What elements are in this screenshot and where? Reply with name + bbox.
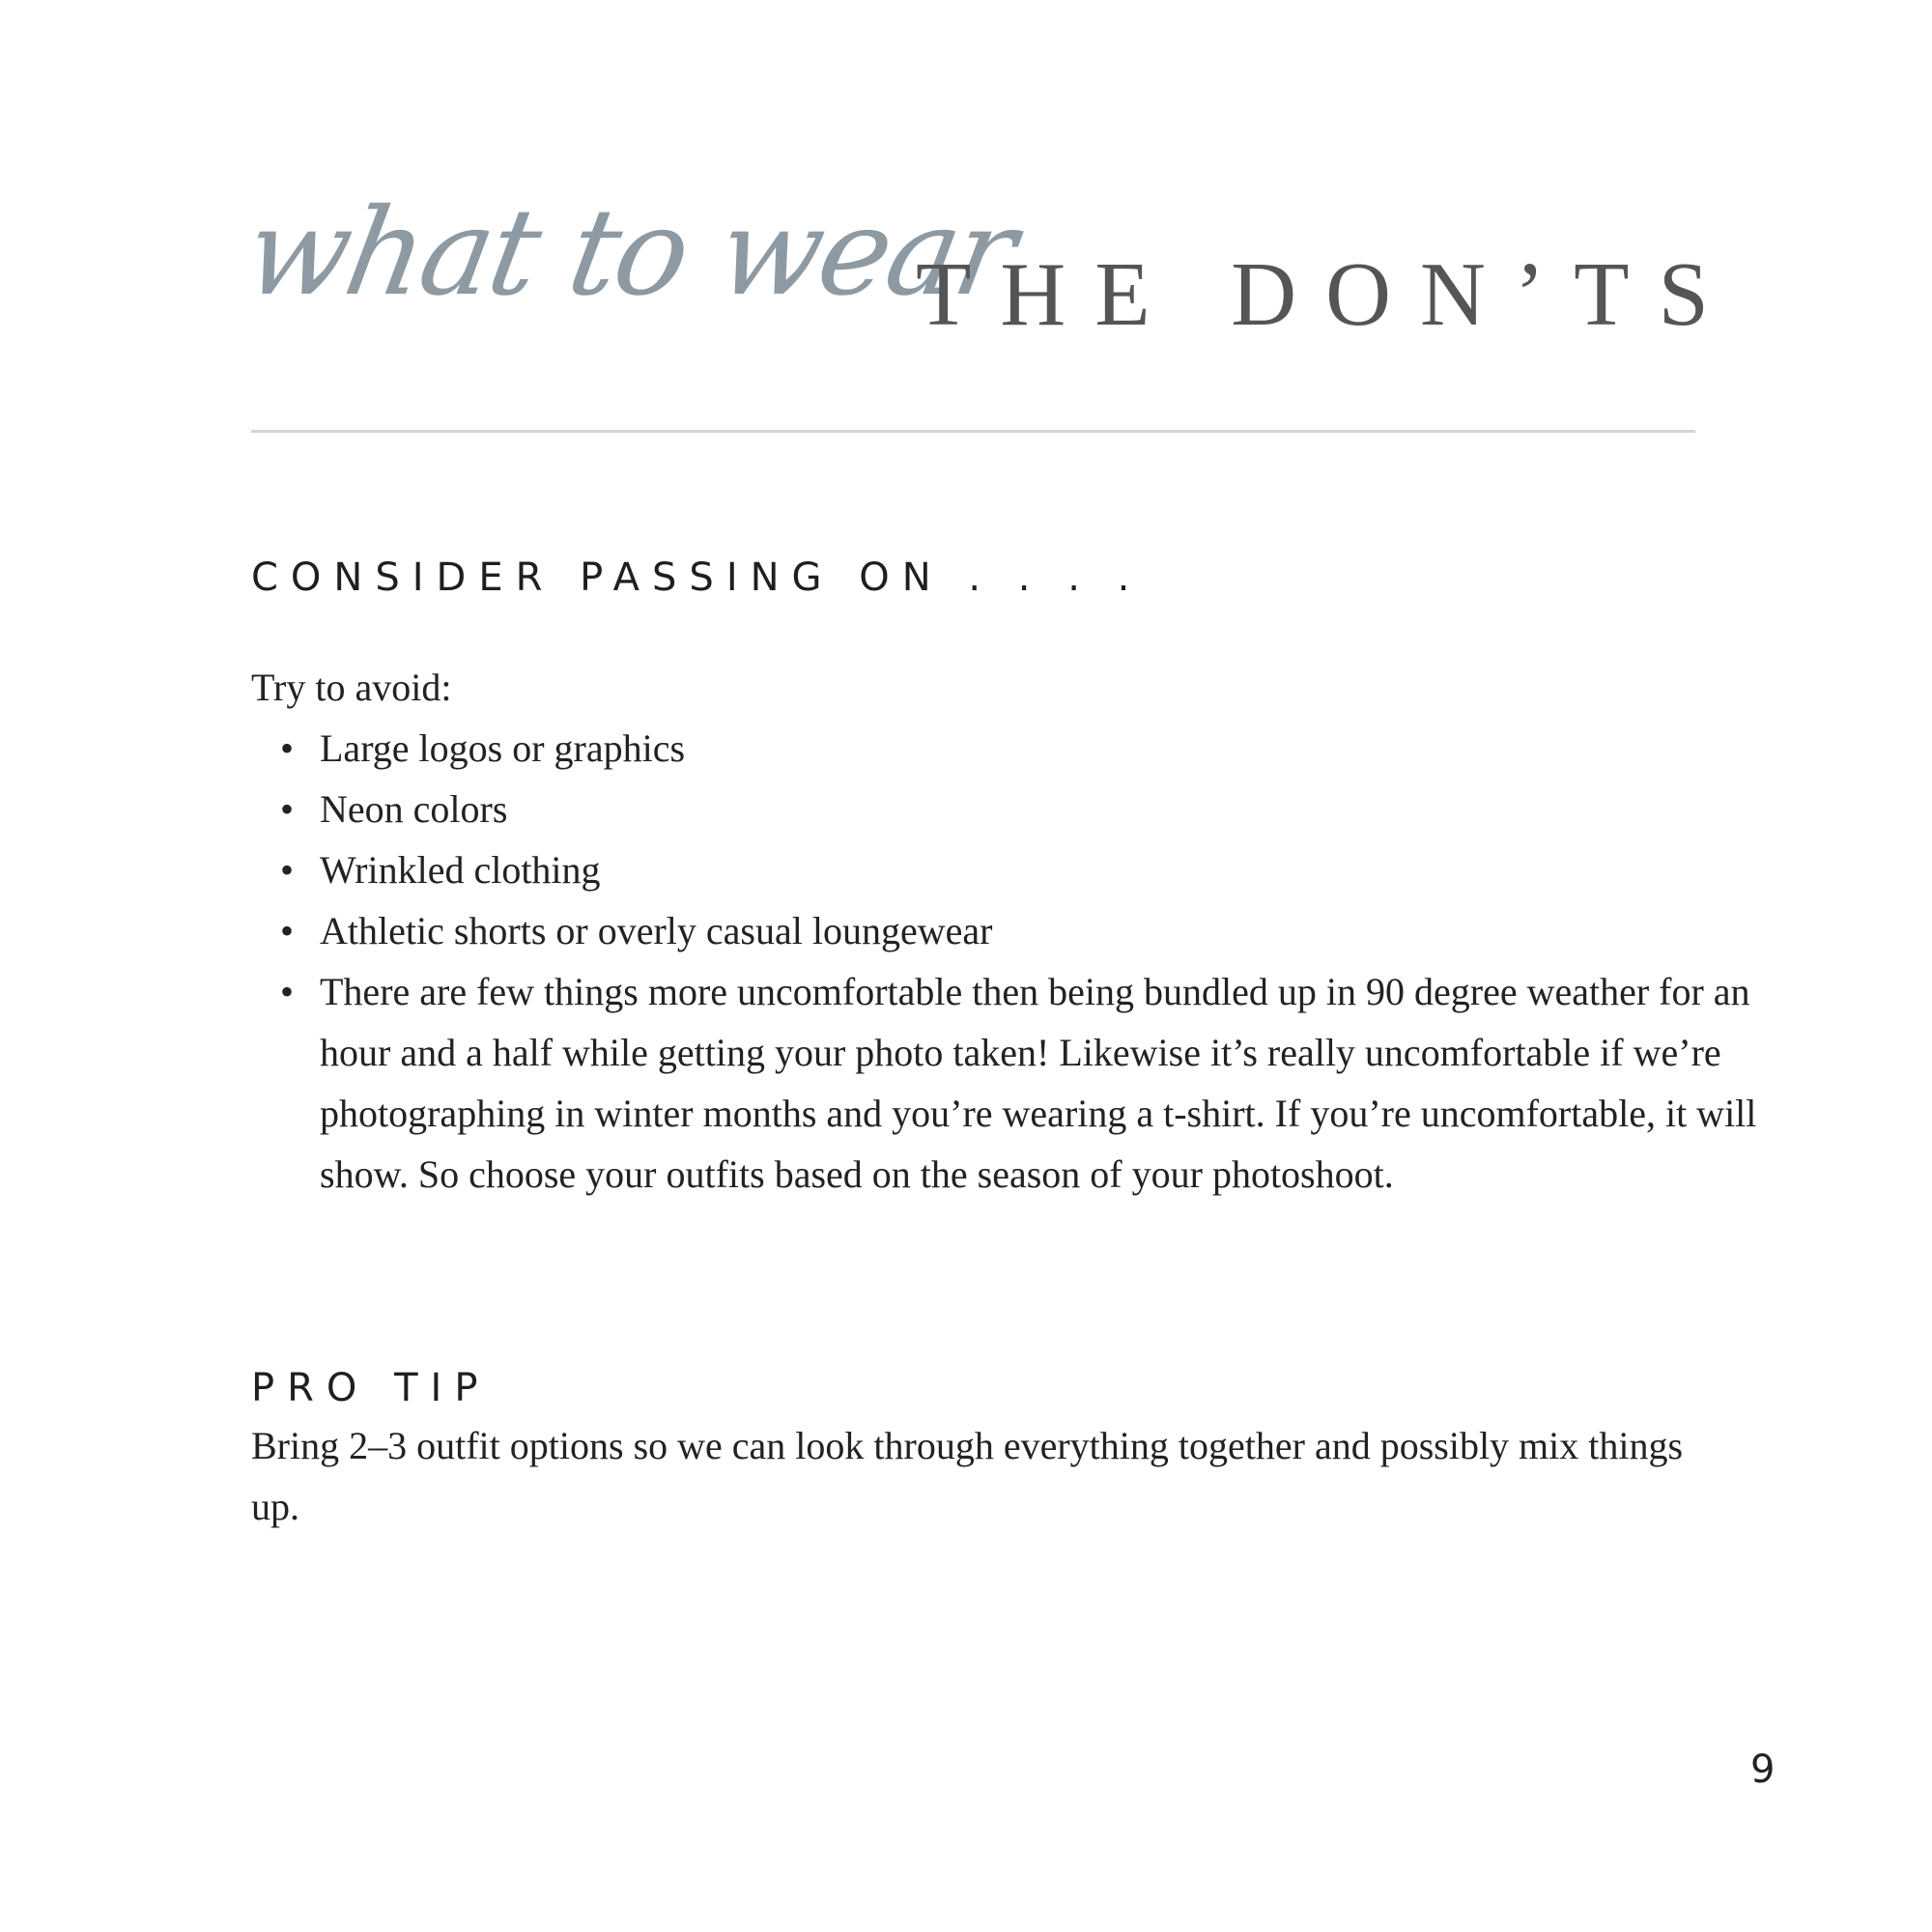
avoid-list: [251, 718, 1788, 1205]
list-item-text: Wrinkled clothing: [320, 848, 601, 892]
bullet-icon: •: [280, 848, 295, 892]
list-item-text: Athletic shorts or overly casual loungewear: [320, 909, 993, 952]
list-item: [280, 779, 1788, 839]
pro-tip-heading: PRO TIP: [251, 1366, 491, 1410]
list-item-text: There are few things more uncomfortable then being bundled up in 90 degree weather for an hour and a half while getting your photo taken! Likewise it’s really uncomfortable if we’re photographing in winter months and you’re wearing a t-shirt. If you’re uncomfortable, it will show. So choose your outfits based on the season of your photoshoot.: [320, 970, 1757, 1196]
bullet-icon: •: [280, 970, 295, 1013]
list-item-text: Neon colors: [320, 787, 508, 831]
avoid-intro: Try to avoid:: [251, 666, 452, 709]
list-item: [280, 961, 1788, 1205]
page-title: THE DON’TS: [916, 244, 1738, 345]
page-number: 9: [1750, 1747, 1776, 1792]
title-divider: [251, 430, 1695, 433]
list-item-text: Large logos or graphics: [320, 726, 686, 770]
consider-heading: CONSIDER PASSING ON . . . .: [251, 555, 1143, 600]
list-item: [280, 900, 1788, 961]
bullet-icon: •: [280, 909, 295, 952]
pro-tip-text: Bring 2–3 outfit options so we can look through everything together and possibly mix things up.: [251, 1424, 1684, 1528]
bullet-icon: •: [280, 726, 295, 770]
list-item: [280, 839, 1788, 900]
bullet-icon: •: [280, 787, 295, 831]
list-item: [280, 718, 1788, 779]
script-title: what to wear: [236, 184, 1024, 323]
